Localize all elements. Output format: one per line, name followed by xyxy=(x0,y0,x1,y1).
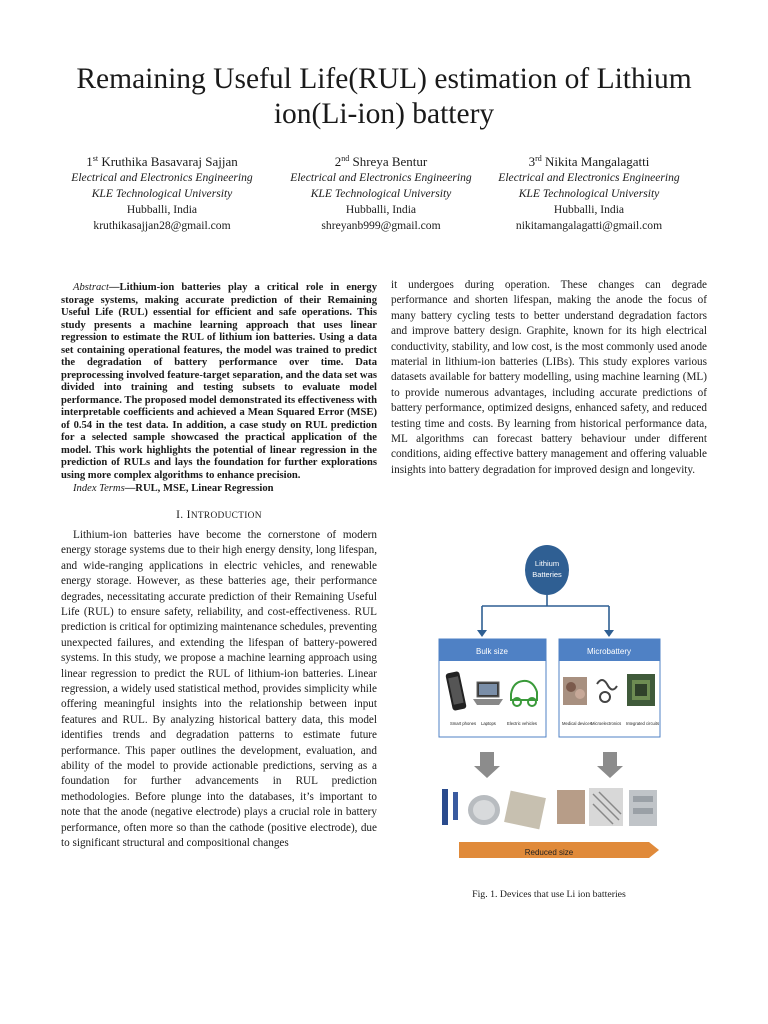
abstract xyxy=(61,282,377,482)
author-ordinal: 3 xyxy=(528,154,536,169)
author-university: KLE Technological University xyxy=(91,187,233,200)
author-email: shreyanb999@gmail.com xyxy=(321,219,441,232)
figure-1-caption: Fig. 1. Devices that use Li ion batteries xyxy=(472,889,626,900)
laptop-icon xyxy=(473,682,503,705)
author-name: Kruthika Basavaraj Sajjan xyxy=(101,154,238,169)
author-ordinal: 2 xyxy=(334,154,342,169)
section-heading-introduction xyxy=(61,508,377,524)
author-name-line xyxy=(272,153,490,170)
author-department: Electrical and Electronics Engineering xyxy=(498,171,680,184)
intro-paragraph: Lithium-ion batteries have become the cornerstone of modern energy storage systems due to their high energy density, long lifespan, and wide-ranging applications in electric vehicles, and renewable energy storage. However, as these batteries age, their performance degrades, necessitating accurate prediction of their Remaining Useful Life (RUL) to ensure safety, reliability, and cost-effectiveness. RUL prediction is critical for optimizing maintenance schedules, preventing unexpected failures, and extending the lifespan of battery-powered systems. In this study, we propose a machine learning approach using linear regression to predict the RUL of lithium-ion batteries. Linear regression, a widely used statistical method, provides simplicity while offering meaningful insights into the relationship between input features and RUL. By analyzing historical battery data, this model identifies trends and degradation patterns to estimate future performance. This paper outlines the development, evaluation, and ability of the model to provide actionable predictions, serving as a foundation for further advancements in RUL prediction methodologies. Before plunge into the databases, it’s important to note that the anode (negative electrode) plays a crucial role in battery performance, often more so than the cathode (positive electrode), due to significant structural and compositional changes xyxy=(61,528,377,850)
micro-label: Microbattery xyxy=(586,647,632,656)
author-location: Hubballi, India xyxy=(126,203,198,216)
intro-continuation-paragraph: it undergoes during operation. These changes can degrade performance and shorten lifespan, making the anode the focus of many battery cycling tests to better understand degradation factors and improve battery design. Graphite, known for its high electrical conductivity, stability, and low cost, is the most commonly used anode material in lithium-ion batteries (LIBs). This study explores various datasets available for battery modelling, using machine learning (ML) to provide numerous advantages, including accurate predictions of battery performance, optimized designs, enhanced safety, and reduced testing time and costs. By learning from historical performance data, ML algorithms can forecast battery behaviour under different conditions, aiding effective battery management and offering valuable insights into battery degradation for improved design and longevity. xyxy=(391,279,707,476)
medical-device-icon xyxy=(563,677,587,705)
bulk-item-label: Electric vehicles xyxy=(507,721,538,726)
section-title-initial: I xyxy=(186,508,191,521)
root-label-line2: Batteries xyxy=(532,570,562,579)
section-number: I. xyxy=(176,508,184,521)
bulk-item-label: Laptops xyxy=(481,721,496,726)
author-university: KLE Technological University xyxy=(518,187,660,200)
section-title-rest: NTRODUCTION xyxy=(190,510,262,521)
bulk-item-label: Smart phones xyxy=(450,721,477,726)
author-block-3 xyxy=(480,153,698,234)
author-department: Electrical and Electronics Engineering xyxy=(290,171,472,184)
paper-title: Remaining Useful Life(RUL) estimation of Lithium ion(Li-ion) battery xyxy=(76,63,692,130)
index-terms-label: Index Terms xyxy=(73,483,125,494)
index-terms-text: —RUL, MSE, Linear Regression xyxy=(124,483,274,494)
author-block-2 xyxy=(272,153,490,234)
author-ordinal-suffix: nd xyxy=(341,154,350,163)
author-department: Electrical and Electronics Engineering xyxy=(71,171,253,184)
author-ordinal-suffix: st xyxy=(92,154,99,163)
index-terms xyxy=(61,483,377,496)
abstract-label: Abstract xyxy=(73,282,109,293)
author-email: kruthikasajjan28@gmail.com xyxy=(93,219,231,232)
bulk-label: Bulk size xyxy=(475,647,509,656)
left-column xyxy=(61,282,377,851)
author-ordinal: 1 xyxy=(86,154,93,169)
author-university: KLE Technological University xyxy=(310,187,452,200)
author-name-line xyxy=(480,153,698,170)
reduced-size-label: Reduced size xyxy=(524,848,574,857)
right-column xyxy=(391,278,707,478)
abstract-text: —Lithium-ion batteries play a critical role in energy storage systems, making accurate prediction of their Remaining Useful Life (RUL) essential for efficient and safe operations. This study presents a machine learning approach that uses linear regression to estimate the RUL of lithium ion batteries. Using a data set containing operational features, the model was trained to predict the degradation of battery performance over time. Data preprocessing involved feature-target separation, and the data set was divided into training and testing subsets to evaluate model performance. The proposed model demonstrated its effectiveness with interpretable coefficients and achieved a Mean Squared Error (MSE) of 0.54 in the test data. In addition, a case study on RUL prediction for a selected sample showcased the practical application of the model. This work highlights the potential of linear regression in the prediction of RULs and lays the foundation for further explorations using more complex algorithms to enhance precision. xyxy=(61,282,377,481)
micro-item-label: Integrated circuits xyxy=(626,721,660,726)
author-name: Shreya Bentur xyxy=(352,154,428,169)
author-name-line xyxy=(53,153,271,170)
author-location: Hubballi, India xyxy=(345,203,417,216)
author-email: nikitamangalagatti@gmail.com xyxy=(515,219,663,232)
micro-item-label: Medical devices xyxy=(562,721,592,726)
micro-item-label: Microelectronics xyxy=(591,721,622,726)
author-location: Hubballi, India xyxy=(553,203,625,216)
author-name: Nikita Mangalagatti xyxy=(545,154,650,169)
micro-battery-image xyxy=(557,788,657,826)
root-label-line1: Lithium xyxy=(534,559,560,568)
author-block-1 xyxy=(53,153,271,234)
author-ordinal-suffix: rd xyxy=(535,154,542,163)
integrated-circuit-icon xyxy=(627,674,655,706)
figure-1-diagram xyxy=(437,542,662,869)
